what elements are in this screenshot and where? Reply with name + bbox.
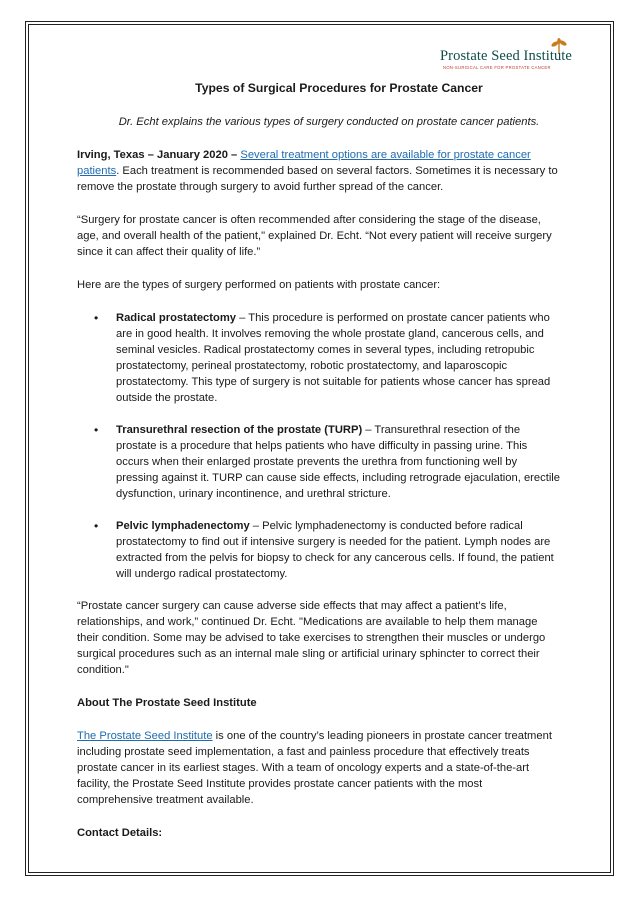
procedure-name: Radical prostatectomy (116, 312, 236, 324)
procedure-name: Transurethral resection of the prostate (TURP) (116, 424, 363, 436)
dateline: Irving, Texas – January 2020 – (77, 149, 238, 161)
logo-name: Prostate Seed Institute (440, 48, 572, 64)
list-intro: Here are the types of surgery performed on patients with prostate cancer: (77, 279, 441, 291)
list-item (116, 422, 561, 502)
list-item (116, 518, 561, 582)
prostate-seed-institute-logo (440, 38, 590, 78)
procedure-list (77, 310, 561, 582)
contact-heading: Contact Details: (77, 827, 163, 839)
document-body (77, 80, 561, 858)
logo-tagline: NON-SURGICAL CARE FOR PROSTATE CANCER (443, 65, 551, 70)
about-paragraph (77, 728, 561, 808)
procedure-description: – Transurethral resection of the prostate is a procedure that helps patients who have difficulty in passing urine. This occurs when their enlarged prostate prevents the urethra from functioning well by pressing against it. TURP can cause side effects, including retrograde ejaculation, erectile dysfunction, urinary incontinence, and urethral stricture. (116, 424, 561, 500)
intro-text: . Each treatment is recommended based on several factors. Sometimes it is necessary to remove the prostate through surgery to avoid further spread of the cancer. (77, 165, 558, 193)
about-text: is one of the country’s leading pioneers in prostate cancer treatment including prostate seed implementation, a fast and painless procedure that effectively treats prostate cancer in its earliest stages. With a team of oncology experts and a state-of-the-art facility, the Prostate Seed Institute provides prostate cancer patients with the most comprehensive treatment available. (77, 730, 552, 806)
document-subtitle: Dr. Echt explains the various types of surgery conducted on prostate cancer patients. (118, 116, 540, 128)
quote-paragraph-2: “Prostate cancer surgery can cause adverse side effects that may affect a patient’s life, relationships, and work,” continued Dr. Echt. "Medications are available to help them manage their condition. Some may be advised to take exercises to strengthen their muscles or undergo surgical procedures such as an internal male sling or artificial urinary sphincter to correct their condition." (77, 600, 546, 676)
document-title: Types of Surgical Procedures for Prostate Cancer (195, 81, 483, 95)
procedure-description: – Pelvic lymphadenectomy is conducted before radical prostatectomy to find out if intensive surgery is needed for the patient. Lymph nodes are extracted from the pelvis for biopsy to check for any cancerous cells. If found, the patient will undergo radical prostatectomy. (116, 520, 554, 580)
treatment-options-link[interactable]: Several treatment options are available for prostate cancer patients (77, 149, 531, 177)
institute-link[interactable]: The Prostate Seed Institute (77, 730, 213, 742)
list-item (116, 310, 561, 406)
procedure-name: Pelvic lymphadenectomy (116, 520, 250, 532)
about-heading: About The Prostate Seed Institute (77, 697, 257, 709)
quote-paragraph-1: “Surgery for prostate cancer is often recommended after considering the stage of the disease, age, and overall health of the patient," explained Dr. Echt. “Not every patient will receive surgery since it can affect their quality of life.” (77, 214, 552, 258)
intro-paragraph (77, 147, 561, 195)
procedure-description: – This procedure is performed on prostate cancer patients who are in good health. It involves removing the whole prostate gland, cancerous cells, and seminal vesicles. Radical prostatectomy comes in several types, including retropubic prostatectomy, perineal prostatectomy, robotic prostatectomy, and laparoscopic prostatectomy. This type of surgery is not suitable for patients whose cancer has spread outside the prostate. (116, 312, 551, 404)
